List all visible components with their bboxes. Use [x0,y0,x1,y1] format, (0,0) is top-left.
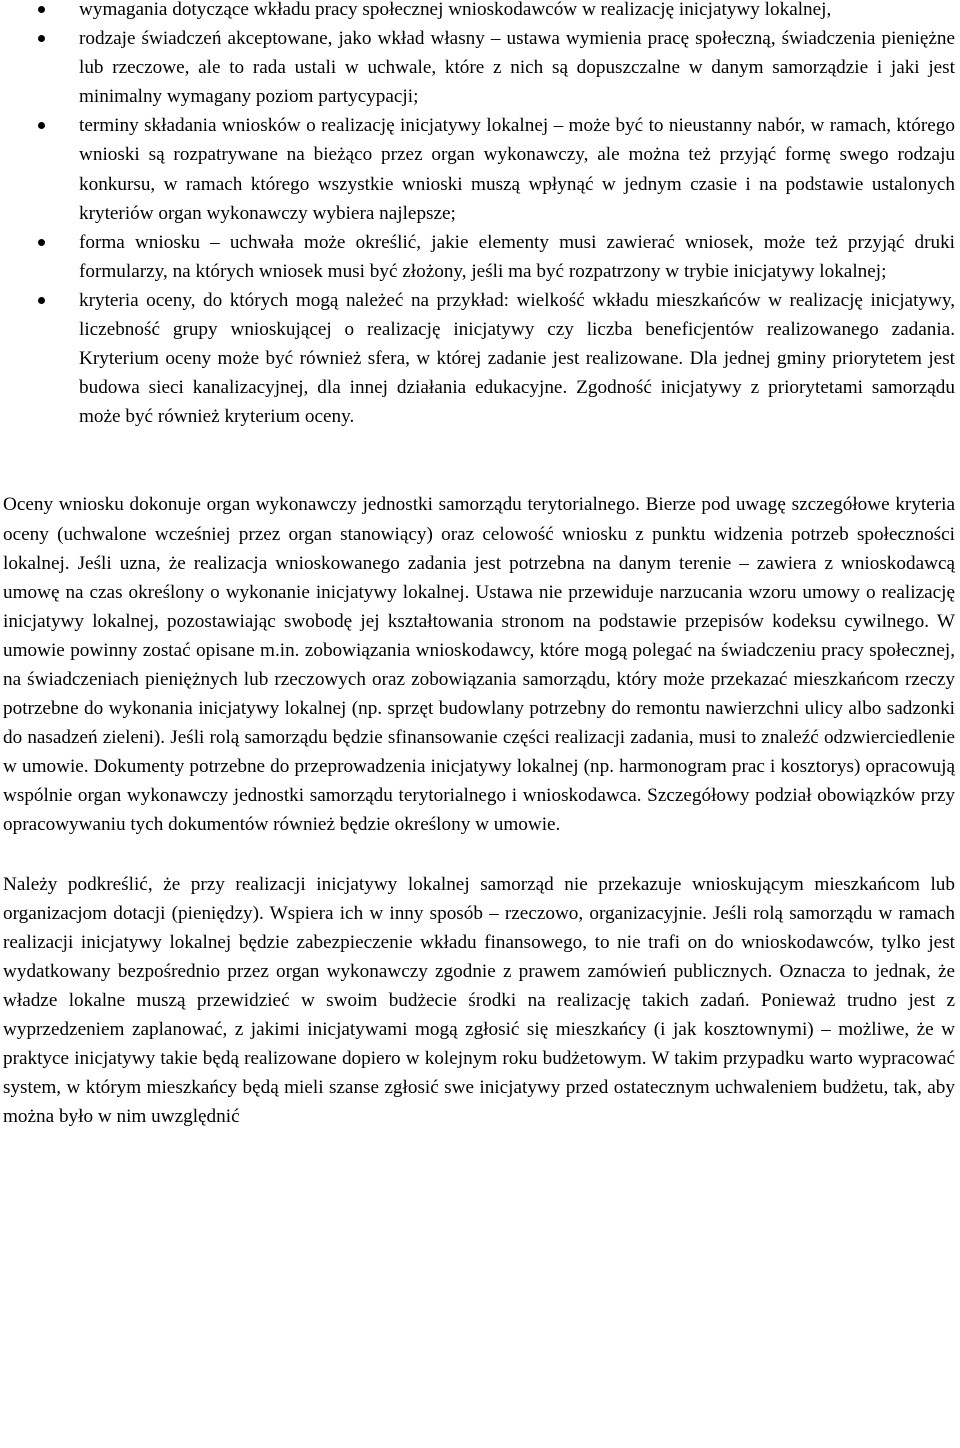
bullet-icon [38,6,45,13]
paragraph-funding: Należy podkreślić, że przy realizacji inicjatywy lokalnej samorząd nie przekazuje wnioskującym mieszkańcom lub organizacjom dotacji (pieniędzy). Wspiera ich w inny sposób – rzeczowo, organizacyjnie. Jeśli rolą samorządu w ramach realizacji inicjatywy lokalnej będzie zabezpieczenie wkładu finansowego, to nie trafi on do wnioskodawców, tylko jest wydatkowany bezpośrednio przez organ wykonawczy zgodnie z prawem zamówień publicznych. Oznacza to jednak, że władze lokalne muszą przewidzieć w swoim budżecie środki na realizację takich zadań. Ponieważ trudno jest z wyprzedzeniem zaplanować, z jakimi inicjatywami mogą zgłosić się mieszkańcy (i jak kosztownymi) – możliwe, że w praktyce inicjatywy takie będą realizowane dopiero w kolejnym roku budżetowym. W takim przypadku warto wypracować system, w którym mieszkańcy będą mieli szanse zgłosić swe inicjatywy przed ostatecznym uchwaleniem budżetu, tak, aby można było w nim uwzględnić [3,873,955,1128]
bullet-icon [38,35,45,42]
list-item-text: kryteria oceny, do których mogą należeć na przykład: wielkość wkładu mieszkańców w realizację inicjatywy, liczebność grupy wnioskującej o realizację inicjatywy czy liczba beneficjentów realizowanego zadania. Kryterium oceny może być również sfera, w której zadanie jest realizowane. Dla jednej gminy priorytetem jest budowa sieci kanalizacyjnej, dla innej działania edukacyjne. Zgodność inicjatywy z priorytetami samorządu może być również kryterium oceny. [79,289,955,428]
list-item-text: wymagania dotyczące wkładu pracy społecznej wnioskodawców w realizację inicjatywy lokalnej, [79,0,832,20]
list-item [0,228,955,286]
list-item-text: terminy składania wniosków o realizację inicjatywy lokalnej – może być to nieustanny nabór, w ramach, którego wnioski są rozpatrywane na bieżąco przez organ wykonawczy, ale można też przyjąć formę swego rodzaju konkursu, w ramach którego wszystkie wnioski muszą wpłynąć w jednym czasie i na podstawie ustalonych kryteriów organ wykonawczy wybiera najlepsze; [79,115,955,224]
list-item [0,286,955,431]
list-item [0,111,955,227]
list-item [0,24,955,111]
list-item [0,0,955,24]
paragraph-evaluation: Oceny wniosku dokonuje organ wykonawczy jednostki samorządu terytorialnego. Bierze pod uwagę szczegółowe kryteria oceny (uchwalone wcześniej przez organ stanowiący) oraz celowość wniosku z punktu widzenia potrzeb społeczności lokalnej. Jeśli uzna, że realizacja wnioskowanego zadania jest potrzebna na danym terenie – zawiera z wnioskodawcą umowę na czas określony o wykonanie inicjatywy lokalnej. Ustawa nie przewiduje narzucania wzoru umowy o realizację inicjatywy lokalnej, pozostawiając swobodę jej kształtowania stronom na podstawie przepisów kodeksu cywilnego. W umowie powinny zostać opisane m.in. zobowiązania wnioskodawcy, które mogą polegać na świadczeniu pracy społecznej, na świadczeniach pieniężnych lub rzeczowych oraz zobowiązania samorządu, który może przekazać mieszkańcom rzeczy potrzebne do wykonania inicjatywy lokalnej (np. sprzęt budowlany potrzebny do remontu nawierzchni ulicy albo sadzonki do nasadzeń zieleni). Jeśli rolą samorządu będzie sfinansowanie części realizacji zadania, musi to znaleźć odzwierciedlenie w umowie. Dokumenty potrzebne do przeprowadzenia inicjatywy lokalnej (np. harmonogram prac i kosztorys) opracowują wspólnie organ wykonawczy jednostki samorządu terytorialnego i wnioskodawca. Szczegółowy podział obowiązków przy opracowywaniu tych dokumentów również będzie określony w umowie. [3,494,955,836]
bullet-list [0,0,955,431]
bullet-icon [38,239,45,246]
bullet-icon [38,297,45,304]
list-item-text: forma wniosku – uchwała może określić, jakie elementy musi zawierać wniosek, może też przyjąć druki formularzy, na których wniosek musi być złożony, jeśli ma być rozpatrzony w trybie inicjatywy lokalnej; [79,231,955,282]
bullet-icon [38,122,45,129]
list-item-text: rodzaje świadczeń akceptowane, jako wkład własny – ustawa wymienia pracę społeczną, świadczenia pieniężne lub rzeczowe, ale to rada ustali w uchwale, które z nich są dopuszczalne w danym samorządzie i jaki jest minimalny wymagany poziom partycypacji; [79,28,955,108]
